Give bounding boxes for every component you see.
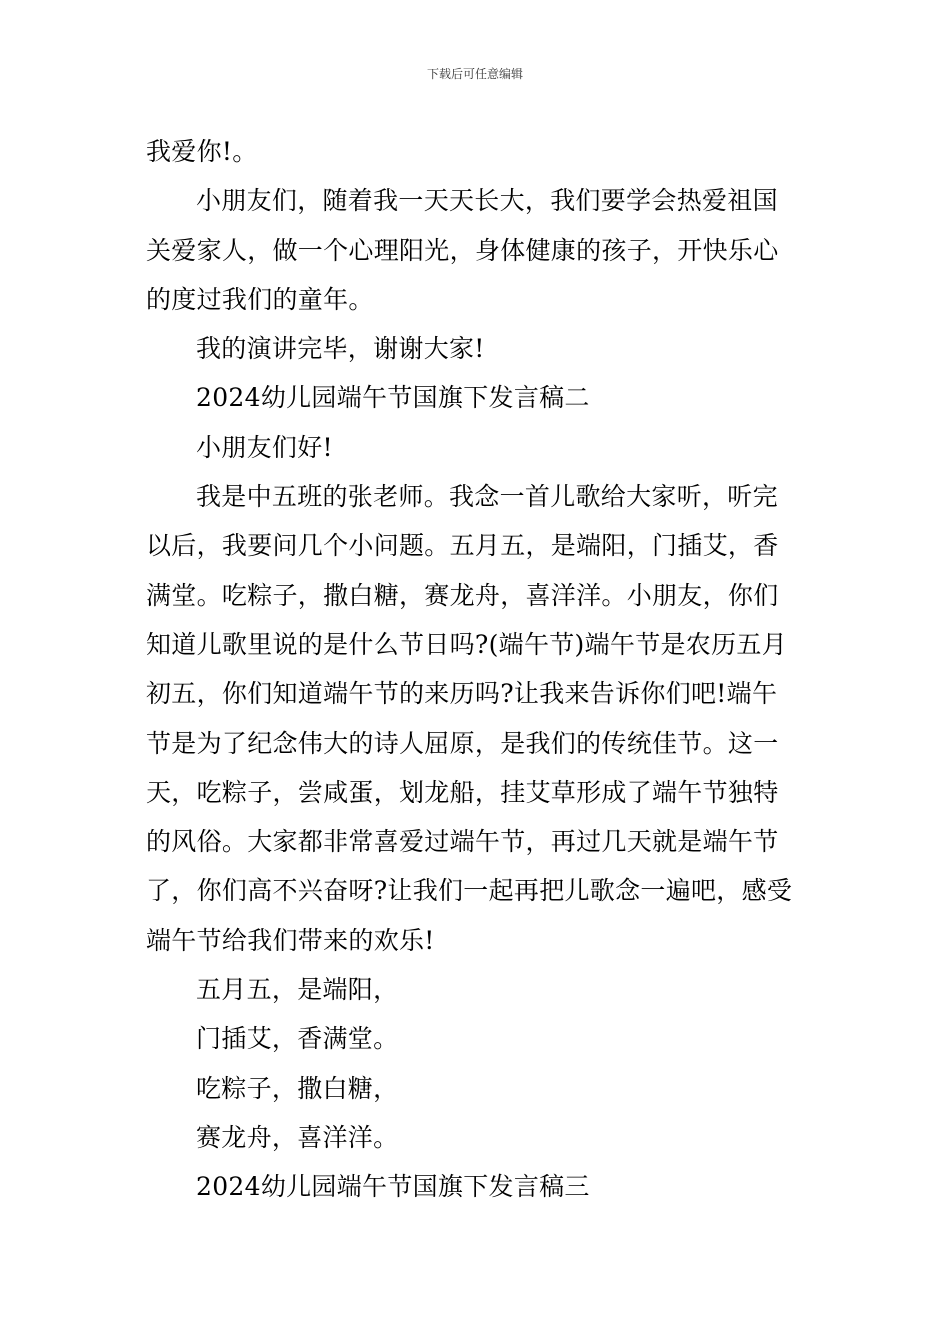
text-line: 了，你们高不兴奋呀?让我们一起再把儿歌念一遍吧，感受 — [146, 876, 793, 906]
rhyme-line: 吃粽子，撒白糖， — [196, 1073, 399, 1103]
text-line: 的风俗。大家都非常喜爱过端午节，再过几天就是端午节 — [146, 827, 779, 857]
text-line: 初五，你们知道端午节的来历吗?让我来告诉你们吧!端午 — [146, 679, 778, 709]
text-line: 节是为了纪念伟大的诗人屈原，是我们的传统佳节。这一 — [146, 728, 779, 758]
rhyme-line: 赛龙舟，喜洋洋。 — [196, 1122, 399, 1152]
section-heading: 2024幼儿园端午节国旗下发言稿二 — [196, 383, 590, 413]
text-line: 的度过我们的童年。 — [146, 284, 374, 314]
rhyme-line: 门插艾，香满堂。 — [196, 1024, 399, 1054]
paragraph-start-line: 我的演讲完毕，谢谢大家! — [196, 334, 485, 364]
rhyme-line: 五月五，是端阳， — [196, 975, 399, 1005]
paragraph-start-line: 小朋友们，随着我一天天长大，我们要学会热爱祖国 — [196, 186, 778, 216]
text-line: 端午节给我们带来的欢乐! — [146, 925, 435, 955]
document-body — [146, 127, 816, 1212]
paragraph-start-line: 我是中五班的张老师。我念一首儿歌给大家听，听完 — [196, 482, 778, 512]
text-line: 我爱你!。 — [146, 137, 258, 166]
text-line: 以后，我要问几个小问题。五月五，是端阳，门插艾，香 — [146, 531, 779, 561]
page-header: 下载后可任意编辑 — [426, 67, 523, 81]
section-heading: 2024幼儿园端午节国旗下发言稿三 — [196, 1172, 590, 1202]
text-line: 满堂。吃粽子，撒白糖，赛龙舟，喜洋洋。小朋友，你们 — [146, 580, 779, 610]
text-line: 天，吃粽子，尝咸蛋，划龙船，挂艾草形成了端午节独特 — [146, 777, 779, 807]
text-line: 知道儿歌里说的是什么节日吗?(端午节)端午节是农历五月 — [146, 629, 788, 659]
text-line: 关爱家人，做一个心理阳光，身体健康的孩子，开快乐心 — [146, 235, 779, 265]
greeting-line: 小朋友们好! — [196, 432, 333, 462]
